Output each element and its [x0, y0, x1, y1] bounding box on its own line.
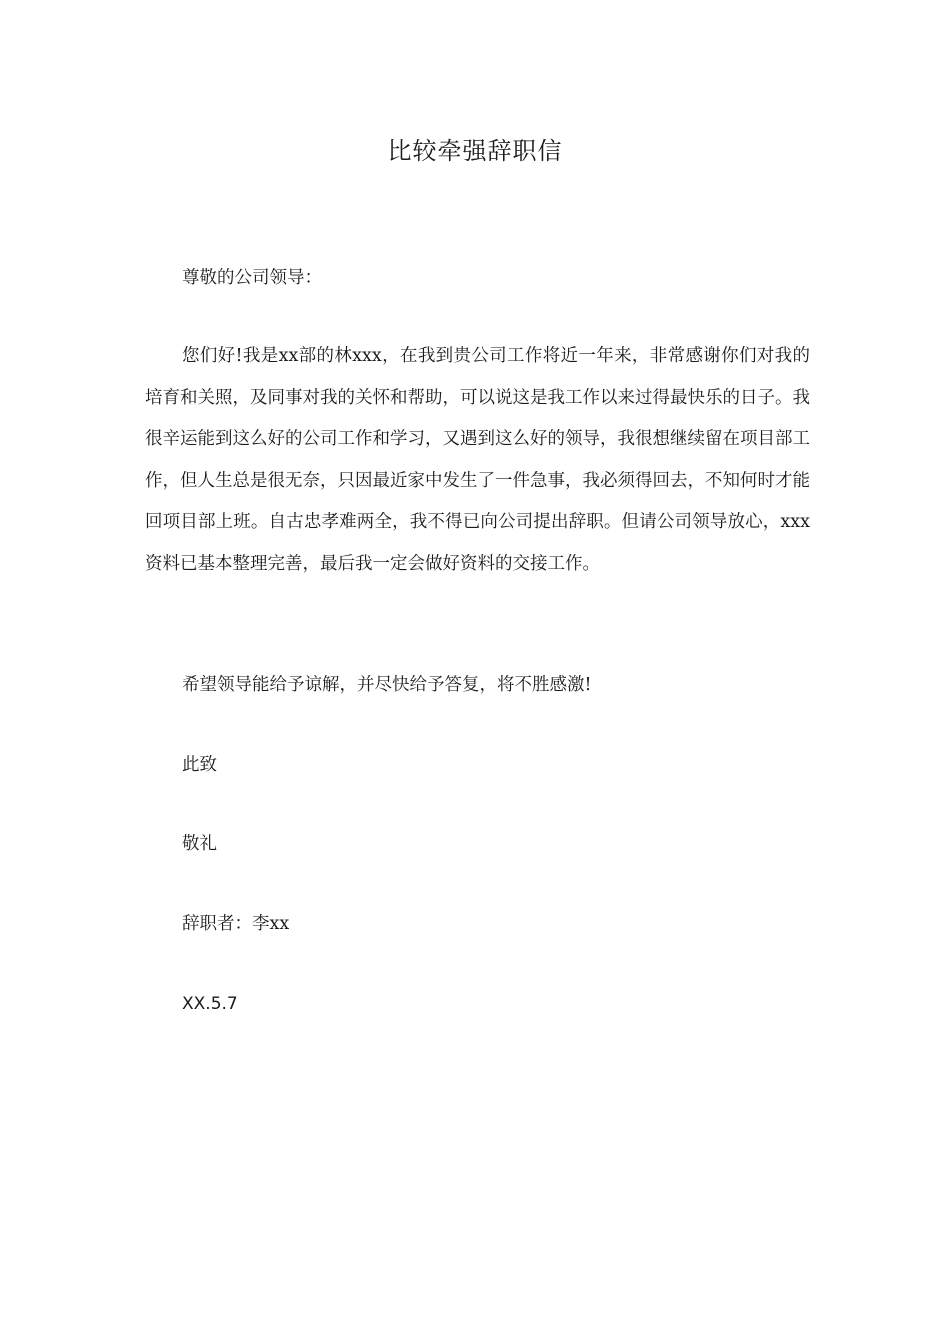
- closing-greeting: 此致: [182, 755, 217, 775]
- salutation: 尊敬的公司领导：: [182, 268, 322, 288]
- body-paragraph: 您们好!我是xx部的林xxx，在我到贵公司工作将近一年来，非常感谢你们对我的培育和关照，及同事对我的关怀和帮助，可以说这是我工作以来过得最快乐的日子。我很辛运能到这么好的公司工作和学习，又遇到这么好的领导，我很想继续留在项目部工作，但人生总是很无奈，只因最近家中发生了一件急事，我必须得回去，不知何时才能回项目部上班。自古忠孝难两全，我不得已向公司提出辞职。但请公司领导放心，xxx资料已基本整理完善，最后我一定会做好资料的交接工作。: [145, 346, 810, 574]
- hope-paragraph: 希望领导能给予谅解，并尽快给予答复，将不胜感激!: [182, 675, 592, 695]
- signer-line: 辞职者：李xx: [182, 914, 290, 934]
- date-line: XX.5.7: [182, 994, 238, 1014]
- closing-salute: 敬礼: [182, 834, 217, 854]
- document-title: 比较牵强辞职信: [387, 137, 563, 165]
